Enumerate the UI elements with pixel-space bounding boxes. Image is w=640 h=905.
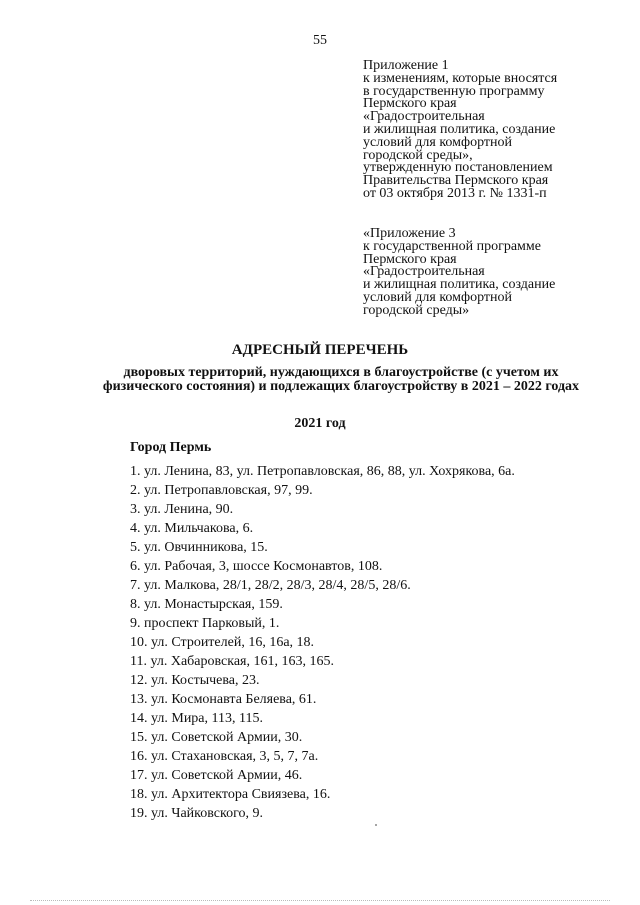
address-item: 2. ул. Петропавловская, 97, 99. (130, 483, 313, 498)
address-item: 6. ул. Рабочая, 3, шоссе Космонавтов, 108. (130, 559, 383, 574)
year-heading: 2021 год (294, 416, 346, 431)
address-item: 14. ул. Мира, 113, 115. (130, 711, 263, 726)
document-title: АДРЕСНЫЙ ПЕРЕЧЕНЬ (231, 342, 409, 358)
scan-speck (375, 824, 377, 826)
city-heading: Город Пермь (130, 440, 212, 455)
address-list (130, 464, 515, 825)
address-item: 5. ул. Овчинникова, 15. (130, 540, 268, 555)
address-item: 3. ул. Ленина, 90. (130, 502, 234, 517)
appendix-3-header: «Приложение 3 к государственной программе Пермского края «Градостроительная и жилищная политика, создание условий для комфортной городской среды» (363, 226, 556, 318)
address-item: 7. ул. Малкова, 28/1, 28/2, 28/3, 28/4, 28/5, 28/6. (130, 578, 411, 593)
address-item: 4. ул. Мильчакова, 6. (130, 521, 254, 536)
address-item: 16. ул. Стахановская, 3, 5, 7, 7а. (130, 749, 319, 764)
appendix-1-header: Приложение 1 к изменениям, которые вносятся в государственную программу Пермского края «Градостроительная и жилищная политика, создание условий для комфортной городской среды», утвержденную постановлением Правительства Пермского края от 03 октября 2013 г. № 1331-п (363, 58, 558, 201)
address-item: 8. ул. Монастырская, 159. (130, 597, 283, 612)
address-item: 11. ул. Хабаровская, 161, 163, 165. (130, 654, 334, 669)
page-bottom-edge (30, 900, 610, 901)
address-item: 17. ул. Советской Армии, 46. (130, 768, 303, 783)
address-item: 9. проспект Парковый, 1. (130, 616, 280, 631)
page-number: 55 (313, 33, 327, 48)
document-subtitle: дворовых территорий, нуждающихся в благоустройстве (с учетом их физического состояния) и подлежащих благоустройству в 2021 – 2022 годах (102, 365, 580, 394)
address-item: 1. ул. Ленина, 83, ул. Петропавловская, 86, 88, ул. Хохрякова, 6а. (130, 464, 515, 479)
address-item: 19. ул. Чайковского, 9. (130, 806, 263, 821)
address-item: 15. ул. Советской Армии, 30. (130, 730, 303, 745)
address-item: 10. ул. Строителей, 16, 16а, 18. (130, 635, 315, 650)
address-item: 13. ул. Космонавта Беляева, 61. (130, 692, 317, 707)
address-item: 18. ул. Архитектора Свиязева, 16. (130, 787, 331, 802)
address-item: 12. ул. Костычева, 23. (130, 673, 260, 688)
